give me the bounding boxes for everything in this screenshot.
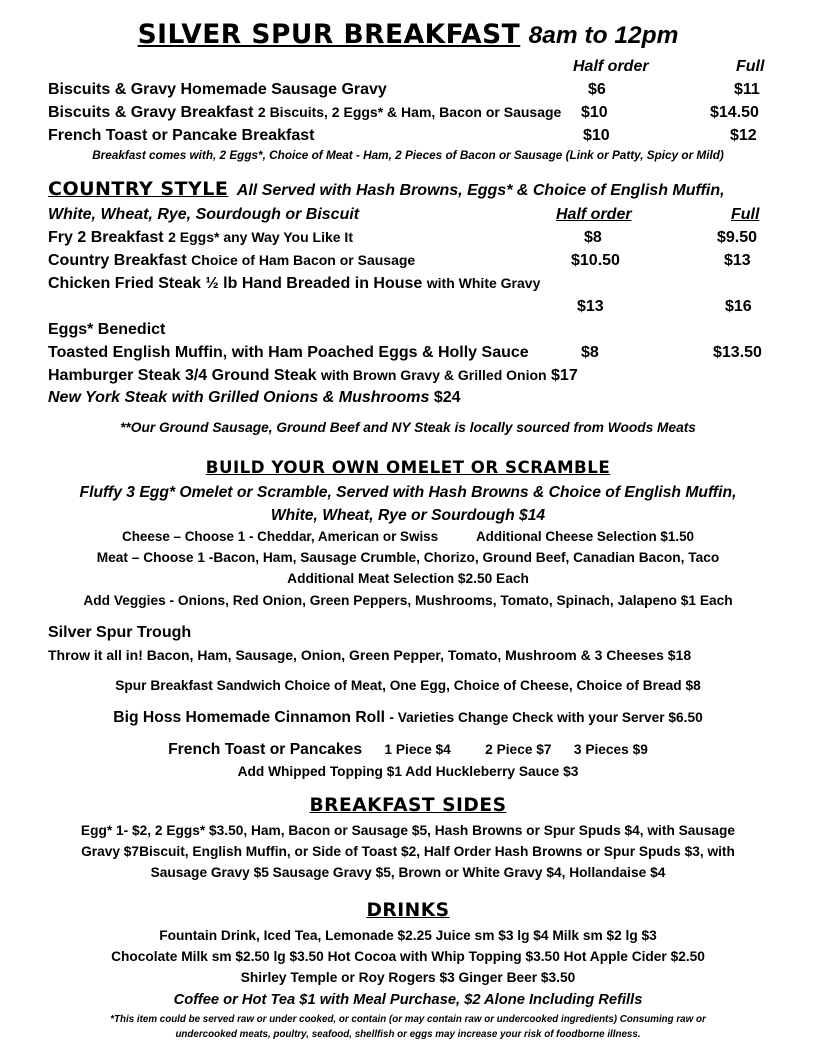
disclaimer-line-1: *This item could be served raw or under cooked, or contain (or may contain raw or undercooked ingredients) Consuming raw or	[110, 1014, 706, 1025]
trough-title: Silver Spur Trough	[48, 624, 192, 641]
benedict-title: Eggs* Benedict	[48, 321, 166, 338]
breakfast-item-half: $10	[581, 104, 608, 121]
country-item-name: Chicken Fried Steak ½ lb Hand Breaded in House	[48, 275, 423, 292]
country-item-name: Toasted English Muffin, with Ham Poached Eggs & Holly Sauce	[48, 344, 529, 361]
drinks-title: DRINKS	[366, 900, 450, 921]
breakfast-item-name: Biscuits & Gravy Breakfast	[48, 104, 254, 121]
country-item-half: $13	[577, 298, 604, 315]
sides-header	[0, 797, 816, 816]
cinnamon-row	[0, 710, 816, 726]
breakfast-title: SILVER SPUR BREAKFAST	[137, 19, 521, 50]
omelet-cheese-row	[0, 530, 816, 544]
country-item-name: Fry 2 Breakfast	[48, 229, 164, 246]
country-item-desc: 2 Eggs* any Way You Like It	[168, 229, 353, 245]
breakfast-header	[0, 19, 816, 50]
french-row	[0, 742, 816, 758]
drinks-line-2: Chocolate Milk sm $2.50 lg $3.50 Hot Cocoa with Whip Topping $3.50 Hot Apple Cider $2.50	[111, 949, 705, 964]
country-item-row	[48, 368, 578, 384]
omelet-meat-extra: Additional Meat Selection $2.50 Each	[287, 571, 529, 586]
country-item-name: New York Steak with Grilled Onions & Mushrooms	[48, 389, 430, 406]
french-price-3: 3 Pieces $9	[573, 742, 648, 757]
breakfast-item-desc: 2 Biscuits, 2 Eggs* & Ham, Bacon or Sausage	[257, 104, 562, 120]
country-subtitle-2: White, Wheat, Rye, Sourdough or Biscuit	[48, 206, 360, 223]
country-item-full: $16	[725, 298, 752, 315]
omelet-cheese: Cheese – Choose 1 - Cheddar, American or Swiss	[121, 529, 439, 544]
country-item-half: $10.50	[571, 252, 620, 269]
sides-line-1: Egg* 1- $2, 2 Eggs* $3.50, Ham, Bacon or Sausage $5, Hash Browns or Spur Spuds $4, with Sausage	[80, 823, 736, 838]
french-toppings: Add Whipped Topping $1 Add Huckleberry Sauce $3	[237, 764, 579, 779]
country-header	[48, 180, 725, 199]
country-item-full: $13.50	[713, 344, 762, 361]
country-item-row	[48, 230, 353, 246]
french-price-2: 2 Piece $7	[485, 742, 552, 757]
omelet-veggies: Add Veggies - Onions, Red Onion, Green Peppers, Mushrooms, Tomato, Spinach, Jalapeno $1 Each	[83, 593, 733, 608]
country-title: COUNTRY STYLE	[48, 178, 229, 200]
country-item-price: $17	[551, 367, 578, 384]
omelet-header	[0, 460, 816, 477]
disclaimer-line-2: undercooked meats, poultry, seafood, shellfish or eggs may increase your risk of foodborne illness.	[175, 1029, 641, 1040]
cinnamon-name: Big Hoss Homemade Cinnamon Roll	[113, 709, 385, 726]
omelet-cheese-extra: Additional Cheese Selection $1.50	[475, 529, 695, 544]
breakfast-col-half: Half order	[573, 58, 649, 75]
sandwich-item: Spur Breakfast Sandwich Choice of Meat, One Egg, Choice of Cheese, Choice of Bread $8	[115, 678, 701, 693]
country-col-full: Full	[731, 206, 760, 223]
omelet-title: BUILD YOUR OWN OMELET OR SCRAMBLE	[205, 458, 611, 477]
omelet-desc-1: Fluffy 3 Egg* Omelet or Scramble, Served with Hash Browns & Choice of English Muffin,	[79, 484, 737, 501]
drinks-line-3: Shirley Temple or Roy Rogers $3 Ginger Beer $3.50	[240, 970, 576, 985]
country-item-half: $8	[584, 229, 602, 246]
country-col-half: Half order	[556, 206, 632, 223]
country-item-row	[48, 253, 415, 269]
sides-line-2: Gravy $7Biscuit, English Muffin, or Side of Toast $2, Half Order Hash Browns or Spur Spuds $3, with	[81, 844, 735, 859]
breakfast-item-full: $14.50	[710, 104, 759, 121]
french-price-1: 1 Piece $4	[384, 742, 451, 757]
drinks-coffee: Coffee or Hot Tea $1 with Meal Purchase, $2 Alone Including Refills	[173, 992, 643, 1008]
country-item-desc: with Brown Gravy & Grilled Onion	[320, 367, 547, 383]
trough-desc: Throw it all in! Bacon, Ham, Sausage, Onion, Green Pepper, Tomato, Mushroom & 3 Cheeses $18	[48, 647, 692, 663]
country-item-price: $24	[433, 389, 461, 406]
sides-title: BREAKFAST SIDES	[309, 795, 507, 816]
country-item-desc: with White Gravy	[426, 275, 541, 291]
french-name: French Toast or Pancakes	[168, 741, 363, 758]
drinks-line-1: Fountain Drink, Iced Tea, Lemonade $2.25 Juice sm $3 lg $4 Milk sm $2 lg $3	[159, 928, 657, 943]
omelet-meat: Meat – Choose 1 -Bacon, Ham, Sausage Crumble, Chorizo, Ground Beef, Canadian Bacon, Taco	[96, 550, 720, 565]
omelet-desc-2: White, Wheat, Rye or Sourdough $14	[270, 507, 546, 524]
country-item-name: Country Breakfast	[48, 252, 187, 269]
breakfast-note: Breakfast comes with, 2 Eggs*, Choice of Meat - Ham, 2 Pieces of Bacon or Sausage (Link or Patty, Spicy or Mild)	[92, 149, 724, 162]
breakfast-item-full: $11	[734, 81, 760, 98]
drinks-header	[0, 902, 816, 921]
country-subtitle: All Served with Hash Browns, Eggs* & Choice of English Muffin,	[236, 182, 725, 199]
breakfast-hours: 8am to 12pm	[528, 22, 679, 49]
breakfast-item-name: Biscuits & Gravy Homemade Sausage Gravy	[48, 81, 387, 98]
breakfast-col-full: Full	[736, 58, 765, 75]
country-item-row	[48, 390, 461, 406]
breakfast-item-full: $12	[730, 127, 757, 144]
country-item-half: $8	[581, 344, 599, 361]
breakfast-item-row	[48, 105, 561, 121]
sides-line-3: Sausage Gravy $5 Sausage Gravy $5, Brown or White Gravy $4, Hollandaise $4	[150, 865, 666, 880]
country-item-desc: Choice of Ham Bacon or Sausage	[191, 252, 416, 268]
cinnamon-desc: - Varieties Change Check with your Server $6.50	[389, 710, 703, 725]
country-item-full: $13	[724, 252, 751, 269]
breakfast-item-half: $10	[583, 127, 610, 144]
country-item-row	[48, 276, 540, 292]
breakfast-item-name: French Toast or Pancake Breakfast	[48, 127, 315, 144]
country-item-name: Hamburger Steak 3/4 Ground Steak	[48, 367, 317, 384]
sourced-note: **Our Ground Sausage, Ground Beef and NY Steak is locally sourced from Woods Meats	[120, 420, 696, 435]
country-item-full: $9.50	[717, 229, 758, 246]
breakfast-item-half: $6	[588, 81, 606, 98]
